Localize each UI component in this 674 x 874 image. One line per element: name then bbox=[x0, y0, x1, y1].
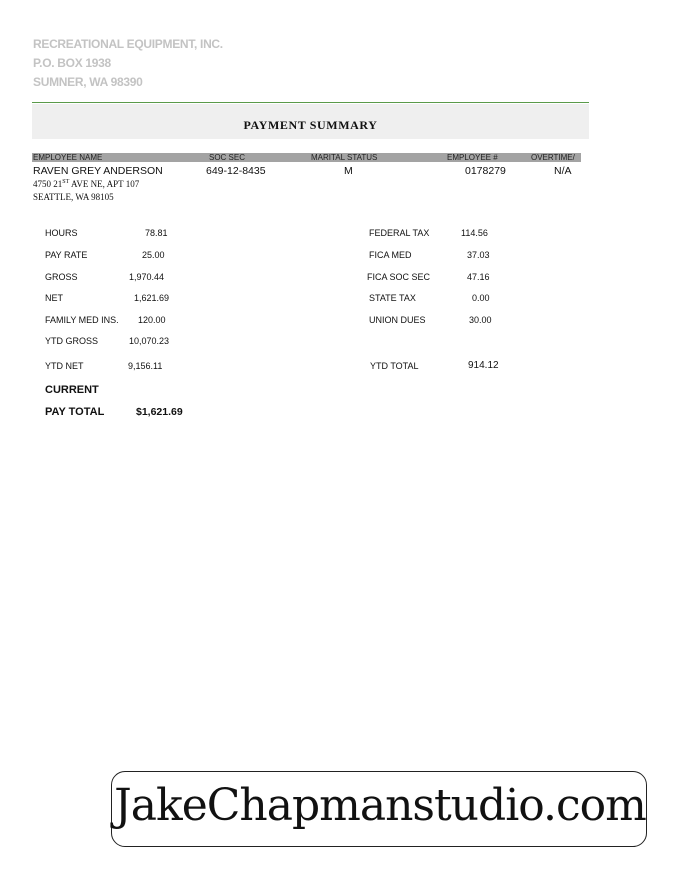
company-po-box: P.O. BOX 1938 bbox=[33, 56, 111, 70]
employee-no-value: 0178279 bbox=[465, 165, 506, 177]
ytd-gross-value: 10,070.23 bbox=[129, 336, 170, 346]
union-dues-label: UNION DUES bbox=[369, 315, 426, 325]
hours-value: 78.81 bbox=[145, 228, 168, 238]
fica-soc-sec-label: FICA SOC SEC bbox=[367, 272, 431, 282]
gross-value: 1,970.44 bbox=[129, 272, 165, 282]
current-label: CURRENT bbox=[45, 384, 99, 396]
hours-label: HOURS bbox=[45, 228, 78, 238]
federal-tax-label: FEDERAL TAX bbox=[369, 228, 430, 238]
address-suffix: ST bbox=[62, 179, 70, 185]
pay-total-label: PAY TOTAL bbox=[45, 406, 105, 418]
company-block bbox=[33, 35, 223, 92]
page-title: PAYMENT SUMMARY bbox=[243, 118, 378, 132]
ytd-gross-label: YTD GROSS bbox=[45, 336, 99, 346]
ytd-net-value: 9,156.11 bbox=[128, 361, 163, 371]
fica-med-value: 37.03 bbox=[467, 250, 490, 260]
divider-line bbox=[32, 102, 589, 103]
company-name: RECREATIONAL EQUIPMENT, INC. bbox=[33, 37, 223, 51]
fica-soc-sec-value: 47.16 bbox=[467, 272, 490, 282]
marital-status-value: M bbox=[344, 165, 353, 177]
pay-total-value: $1,621.69 bbox=[136, 406, 183, 418]
header-soc-sec: SOC SEC bbox=[209, 153, 246, 162]
title-band bbox=[32, 104, 589, 139]
address-number: 4750 21 bbox=[33, 179, 63, 189]
header-employee-name: EMPLOYEE NAME bbox=[33, 153, 103, 162]
pay-rate-value: 25.00 bbox=[142, 250, 165, 260]
pay-rate-label: PAY RATE bbox=[45, 250, 88, 260]
table-header bbox=[32, 153, 581, 162]
fica-med-label: FICA MED bbox=[369, 250, 412, 260]
watermark-box bbox=[111, 771, 647, 847]
family-med-label: FAMILY MED INS. bbox=[45, 315, 119, 325]
ytd-total-label: YTD TOTAL bbox=[370, 361, 419, 371]
header-marital-status: MARITAL STATUS bbox=[311, 153, 378, 162]
header-overtime: OVERTIME/ bbox=[531, 153, 575, 162]
watermark-text: JakeChapmanstudio.com bbox=[114, 780, 646, 831]
federal-tax-value: 114.56 bbox=[461, 228, 488, 238]
net-label: NET bbox=[45, 293, 63, 303]
employee-city: SEATTLE, WA 98105 bbox=[33, 192, 114, 202]
address-street: AVE NE, APT 107 bbox=[69, 179, 140, 189]
employee-address bbox=[33, 179, 139, 189]
soc-sec-value: 649-12-8435 bbox=[206, 165, 266, 177]
state-tax-value: 0.00 bbox=[472, 293, 490, 303]
employee-name: RAVEN GREY ANDERSON bbox=[33, 165, 163, 177]
ytd-net-label: YTD NET bbox=[45, 361, 84, 371]
net-value: 1,621.69 bbox=[134, 293, 170, 303]
state-tax-label: STATE TAX bbox=[369, 293, 416, 303]
ytd-total-value: 914.12 bbox=[468, 360, 499, 371]
overtime-value: N/A bbox=[554, 165, 572, 177]
header-employee-no: EMPLOYEE # bbox=[447, 153, 498, 162]
union-dues-value: 30.00 bbox=[469, 315, 492, 325]
family-med-value: 120.00 bbox=[138, 315, 166, 325]
company-city: SUMNER, WA 98390 bbox=[33, 75, 143, 89]
gross-label: GROSS bbox=[45, 272, 78, 282]
